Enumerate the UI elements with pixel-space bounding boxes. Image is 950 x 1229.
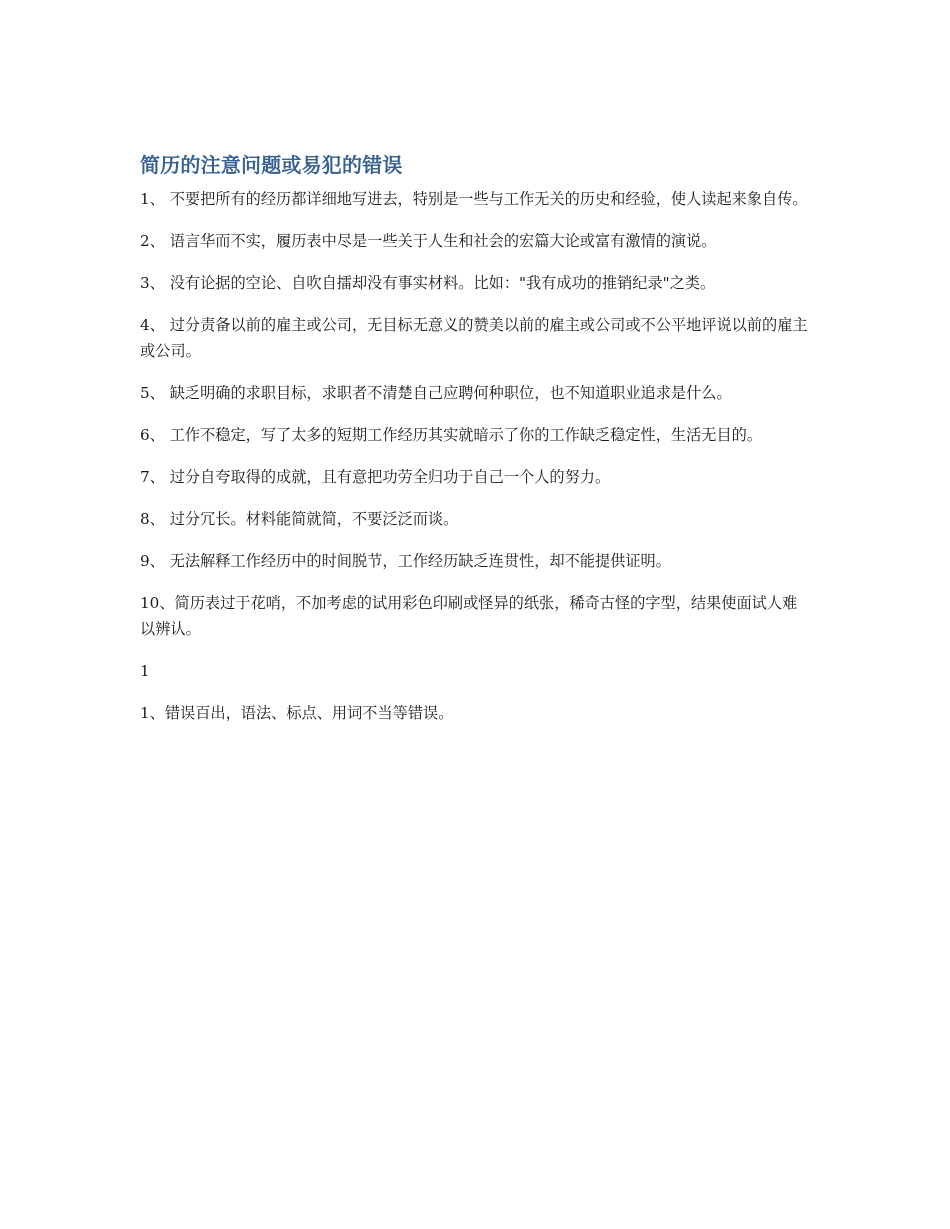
item-number: 6、	[140, 426, 170, 444]
item-text: 过分自夸取得的成就，且有意把功劳全归功于自己一个人的努力。	[169, 468, 611, 486]
item-text: 缺乏明确的求职目标，求职者不清楚自己应聘何种职位，也不知道职业追求是什么。	[169, 384, 732, 402]
item-text: 简历表过于花哨，不加考虑的试用彩色印刷或怪异的纸张，稀奇古怪的字型，结果使面试人难以辨认。	[140, 594, 798, 638]
item-text: 过分责备以前的雇主或公司，无目标无意义的赞美以前的雇主或公司或不公平地评说以前的雇主或公司。	[140, 316, 808, 360]
item-number: 9、	[140, 552, 170, 570]
list-item	[140, 270, 808, 296]
document-content	[140, 150, 808, 742]
item-number: 7、	[140, 468, 170, 486]
list-item	[140, 548, 808, 574]
item-number: 10、	[140, 594, 175, 612]
document-title: 简历的注意问题或易犯的错误	[140, 153, 403, 177]
list-item	[140, 506, 808, 532]
list-item	[140, 700, 808, 726]
item-number: 4、	[140, 316, 170, 334]
list-item	[140, 380, 808, 406]
item-text: 语言华而不实，履历表中尽是一些关于人生和社会的宏篇大论或富有激情的演说。	[169, 232, 717, 250]
item-text: 无法解释工作经历中的时间脱节，工作经历缺乏连贯性，却不能提供证明。	[169, 552, 671, 570]
list-item	[140, 228, 808, 254]
list-item	[140, 590, 808, 642]
item-text: 过分冗长。材料能简就简，不要泛泛而谈。	[169, 510, 459, 528]
page-number-line	[140, 658, 808, 684]
item-number: 1、	[140, 190, 170, 208]
item-number: 2、	[140, 232, 170, 250]
item-number: 8、	[140, 510, 170, 528]
item-number: 5、	[140, 384, 170, 402]
item-text: 1	[140, 662, 150, 680]
list-item	[140, 186, 808, 212]
list-item	[140, 422, 808, 448]
item-number: 1、	[140, 704, 165, 722]
list-item	[140, 464, 808, 490]
item-text: 没有论据的空论、自吹自擂却没有事实材料。比如："我有成功的推销纪录"之类。	[169, 274, 716, 292]
item-text: 不要把所有的经历都详细地写进去，特别是一些与工作无关的历史和经验，使人读起来象自传。	[169, 190, 808, 208]
item-text: 工作不稳定，写了太多的短期工作经历其实就暗示了你的工作缺乏稳定性，生活无目的。	[169, 426, 762, 444]
item-number: 3、	[140, 274, 170, 292]
list-item	[140, 312, 808, 364]
item-text: 错误百出，语法、标点、用词不当等错误。	[164, 704, 454, 722]
